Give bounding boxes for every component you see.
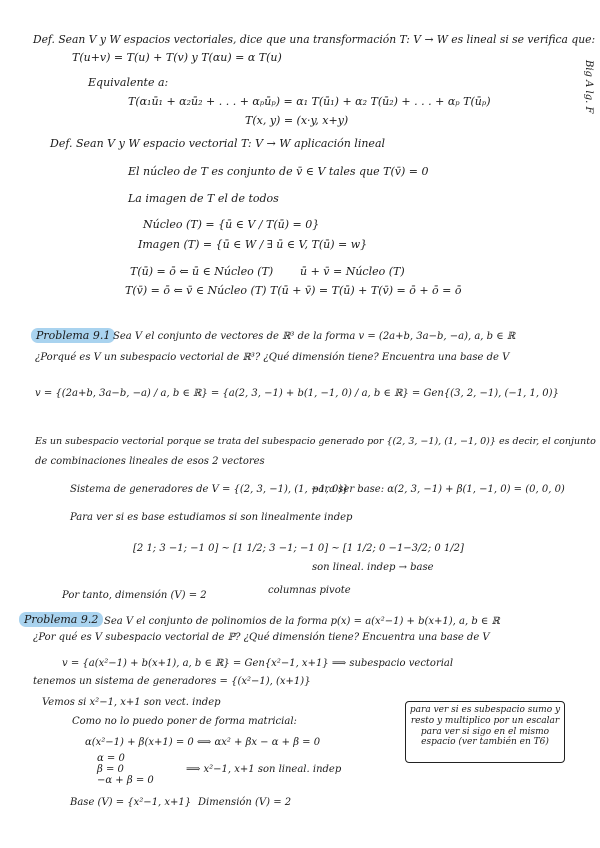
problem-9-1-badge: Problema 9.1 xyxy=(31,328,115,343)
def1-line3: T(α₁ū₁ + α₂ū₂ + . . . + αₚūₚ) = α₁ T(ū₁) + α₂ T(ū₂) + . . . + αₚ T(ūₚ) xyxy=(128,95,491,108)
def2-line1: Def. Sean V y W espacio vectorial T: V → W aplicación lineal xyxy=(50,137,386,150)
def2-line6b: ū + v̄ = Núcleo (T) xyxy=(300,265,405,278)
p92-sys1: α = 0 xyxy=(97,753,125,764)
p91-matrix-result: son lineal. indep → base xyxy=(312,562,434,573)
p92-sys2: β = 0 xyxy=(97,764,124,775)
def2-line7a: T(v̄) = ō ⇐ v̄ ∈ Núcleo (T) xyxy=(125,284,267,297)
def2-line2: El núcleo de T es conjunto de v̄ ∈ V tales que T(v̄) = 0 xyxy=(128,165,429,178)
p91-indep: Para ver si es base estudiamos si son linealmente indep xyxy=(70,512,353,523)
def1-line4: T(x, y) = (x·y, x+y) xyxy=(245,114,349,127)
p91-matrix: [2 1; 3 −1; −1 0] ~ [1 1/2; 3 −1; −1 0] ~ [1 1/2; 0 −1−3/2; 0 1/2] xyxy=(133,543,464,554)
p92-gen: tenemos un sistema de generadores = {(x²−1), (x+1)} xyxy=(33,676,311,687)
def2-line3: La imagen de T el de todos xyxy=(128,192,279,205)
def2-line7b: T(ū + v̄) = T(ū) + T(v̄) = ō + ō = ō xyxy=(270,284,462,297)
p92-no-matrix: Como no lo puedo poner de forma matricial: xyxy=(72,716,297,727)
problem-9-2-badge: Problema 9.2 xyxy=(19,612,103,627)
p92-base: Base (V) = {x²−1, x+1} xyxy=(70,797,192,808)
def1-line1: Def. Sean V y W espacios vectoriales, dice que una transformación T: V → W es lineal si se verifica que: xyxy=(33,33,596,46)
p91-base-cond: para ser base: α(2, 3, −1) + β(1, −1, 0) = (0, 0, 0) xyxy=(312,484,565,495)
p91-statement: Sea V el conjunto de vectores de ℝ³ de la forma v = (2a+b, 3a−b, −a), a, b ∈ ℝ xyxy=(113,331,516,342)
p91-gen: Sistema de generadores de V = {(2, 3, −1), (1, −1, 0)} xyxy=(70,484,349,495)
p92-dimension: Dimensión (V) = 2 xyxy=(198,797,292,808)
def2-line4: Núcleo (T) = {ū ∈ V / T(ū) = 0} xyxy=(143,218,320,231)
p92-question: ¿Por qué es V subespacio vectorial de ℙ? ¿Qué dimensión tiene? Encuentra una base de V xyxy=(33,632,490,643)
side-note-box: para ver si es subespacio sumo y resto y multiplico por un escalar para ver si sigo en el mismo espacio (ver también en T6) xyxy=(405,701,565,763)
p92-statement: Sea V el conjunto de polinomios de la forma p(x) = a(x²−1) + b(x+1), a, b ∈ ℝ xyxy=(104,616,500,627)
p92-sys3: −α + β = 0 xyxy=(97,775,154,786)
def1-equiv: Equivalente a: xyxy=(88,76,169,89)
p91-set-eq: v = {(2a+b, 3a−b, −a) / a, b ∈ ℝ} = {a(2, 3, −1) + b(1, −1, 0) / a, b ∈ ℝ} = Gen{(3, 2, −1), (−1, 1, 0)} xyxy=(35,388,559,399)
p91-pivots: columnas pivote xyxy=(268,585,351,596)
p91-question: ¿Porqué es V un subespacio vectorial de ℝ³? ¿Qué dimensión tiene? Encuentra una base de V xyxy=(35,352,510,363)
p92-eq1: α(x²−1) + β(x+1) = 0 ⟺ αx² + βx − α + β = 0 xyxy=(85,737,321,748)
def2-line5: Imagen (T) = {ū ∈ W / ∃ ū ∈ V, T(ū) = w} xyxy=(138,238,368,251)
side-label: Big A lg. F xyxy=(583,60,594,114)
p91-reason1: Es un subespacio vectorial porque se trata del subespacio generado por {(2, 3, −1), (1, −1, 0)} es decir, el conjunto xyxy=(35,436,596,447)
p92-sys-result: ⟹ x²−1, x+1 son lineal. indep xyxy=(186,764,342,775)
p91-reason2: de combinaciones lineales de esos 2 vectores xyxy=(35,456,265,467)
def1-line2: T(u+v) = T(u) + T(v) y T(αu) = α T(u) xyxy=(72,51,282,64)
p92-indep-q: Vemos si x²−1, x+1 son vect. indep xyxy=(42,697,221,708)
def2-line6a: T(ū) = ō ⇐ ū ∈ Núcleo (T) xyxy=(130,265,274,278)
p91-dim: Por tanto, dimensión (V) = 2 xyxy=(62,590,207,601)
p92-set-eq: v = {a(x²−1) + b(x+1), a, b ∈ ℝ} = Gen{x²−1, x+1} ⟹ subespacio vectorial xyxy=(62,658,454,669)
